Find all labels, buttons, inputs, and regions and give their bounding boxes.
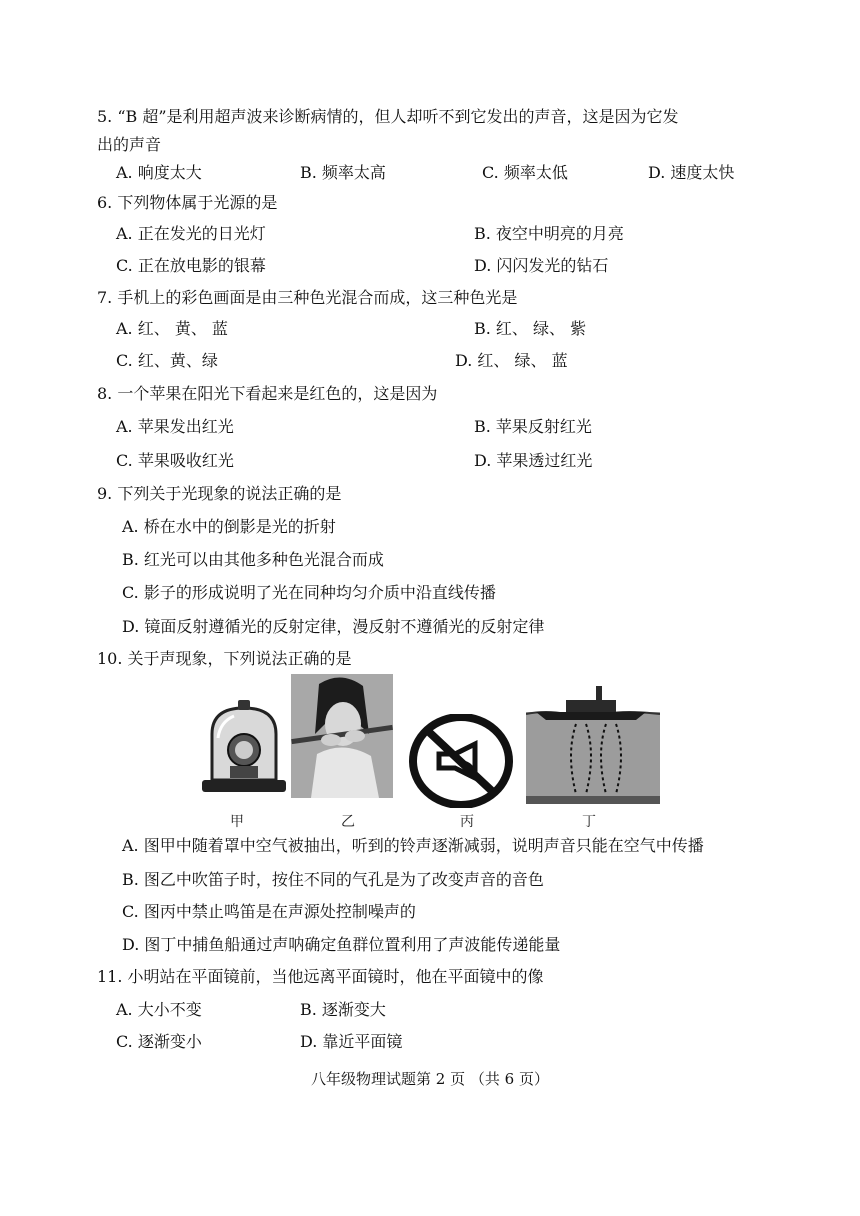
q6-option-b: B. 夜空中明亮的月亮 (474, 224, 624, 243)
q11-option-d: D. 靠近平面镜 (300, 1032, 403, 1051)
q11-option-a: A. 大小不变 (116, 1000, 202, 1019)
q9-option-c: C. 影子的形成说明了光在同种均匀介质中沿直线传播 (122, 583, 496, 602)
q7-option-a: A. 红、 黄、 蓝 (116, 319, 228, 338)
q11-option-b: B. 逐渐变大 (300, 1000, 386, 1019)
q9-stem: 9. 下列关于光现象的说法正确的是 (97, 484, 342, 503)
page-footer: 八年级物理试题第 2 页 （共 6 页） (311, 1070, 549, 1088)
q6-option-d: D. 闪闪发光的钻石 (474, 256, 609, 275)
q10-stem: 10. 关于声现象，下列说法正确的是 (97, 649, 352, 668)
q11-option-c: C. 逐渐变小 (116, 1032, 202, 1051)
no-horn-sign-figure (409, 714, 513, 808)
q5-stem-line1: 5. “B 超”是利用超声波来诊断病情的，但人却听不到它发出的声音，这是因为它发 (97, 107, 679, 126)
q10-option-d: D. 图丁中捕鱼船通过声呐确定鱼群位置利用了声波能传递能量 (122, 935, 561, 954)
q5-option-d: D. 速度太快 (648, 163, 735, 182)
figure-label-jia: 甲 (230, 814, 244, 830)
q9-option-a: A. 桥在水中的倒影是光的折射 (122, 517, 336, 536)
q7-option-b: B. 红、 绿、 紫 (474, 319, 587, 338)
q10-option-a: A. 图甲中随着罩中空气被抽出，听到的铃声逐渐减弱，说明声音只能在空气中传播 (122, 836, 704, 855)
q11-stem: 11. 小明站在平面镜前，当他远离平面镜时，他在平面镜中的像 (97, 967, 544, 986)
q10-option-b: B. 图乙中吹笛子时，按住不同的气孔是为了改变声音的音色 (122, 870, 544, 889)
q6-stem: 6. 下列物体属于光源的是 (97, 193, 278, 212)
q7-stem: 7. 手机上的彩色画面是由三种色光混合而成，这三种色光是 (97, 288, 518, 307)
q8-option-d: D. 苹果透过红光 (474, 451, 593, 470)
flute-player-figure (291, 674, 393, 798)
q5-option-c: C. 频率太低 (482, 163, 568, 182)
q5-stem-line2: 出的声音 (97, 135, 162, 154)
bell-jar-figure (198, 698, 290, 796)
figure-label-bing: 丙 (460, 814, 474, 830)
q8-stem: 8. 一个苹果在阳光下看起来是红色的，这是因为 (97, 384, 438, 403)
q6-option-a: A. 正在发光的日光灯 (116, 224, 266, 243)
sonar-ship-figure (526, 684, 660, 804)
q5-option-a: A. 响度太大 (116, 163, 202, 182)
figure-label-yi: 乙 (341, 814, 355, 830)
q9-option-b: B. 红光可以由其他多种色光混合而成 (122, 550, 384, 569)
q7-option-c: C. 红、黄、绿 (116, 351, 218, 370)
figure-label-ding: 丁 (582, 814, 596, 830)
q10-option-c: C. 图丙中禁止鸣笛是在声源处控制噪声的 (122, 902, 416, 921)
q8-option-a: A. 苹果发出红光 (116, 417, 234, 436)
q6-option-c: C. 正在放电影的银幕 (116, 256, 266, 275)
q8-option-c: C. 苹果吸收红光 (116, 451, 234, 470)
q7-option-d: D. 红、 绿、 蓝 (455, 351, 568, 370)
q8-option-b: B. 苹果反射红光 (474, 417, 592, 436)
q9-option-d: D. 镜面反射遵循光的反射定律，漫反射不遵循光的反射定律 (122, 617, 545, 636)
q5-option-b: B. 频率太高 (300, 163, 386, 182)
